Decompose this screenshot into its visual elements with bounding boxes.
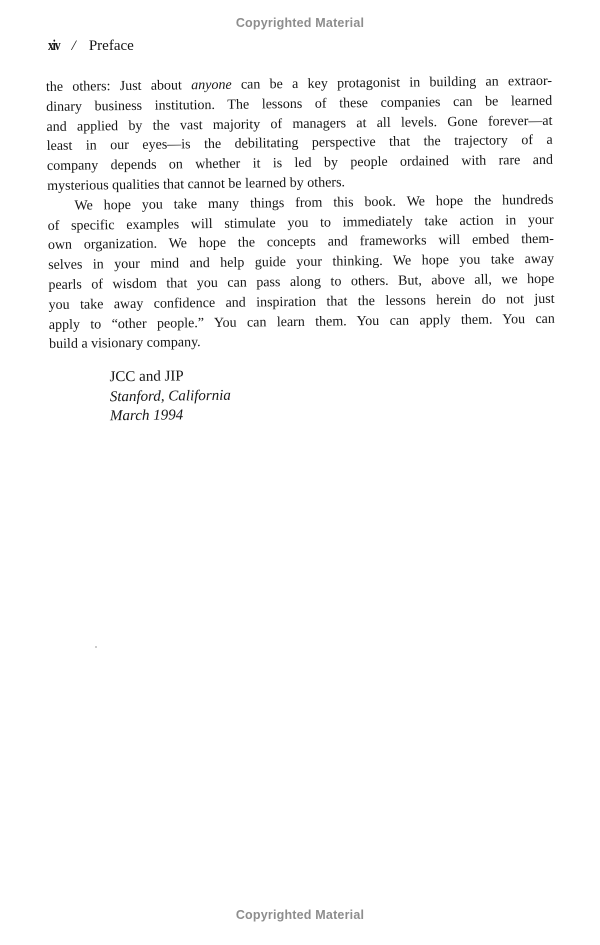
signature-date: March 1994 [109,407,184,425]
running-head-separator: / [71,38,76,54]
line-segment: the others: Just about [45,78,182,96]
body-line: selves in your mind and help guide your thinking. We hope you take away [48,251,555,274]
body-line: and applied by the vast majority of managers at all levels. Gone forever—at [46,113,553,135]
body-line: of specific examples will stimulate you to immediately take action in your [47,212,554,234]
signature-initials: JCC and JIP [109,368,184,386]
copyright-watermark-top: Copyrighted Material [235,16,365,30]
body-text-block [46,72,556,428]
signature-block [109,363,556,427]
body-line: build a visionary company. [49,335,201,353]
body-line: We hope you take many things from this book. We hope the hundreds [74,192,554,214]
page-folio-number: xiv [48,38,60,54]
scan-speck [95,646,97,648]
body-line: dinary business institution. The lessons of these companies can be learned [46,93,553,115]
running-head-title: Preface [88,38,134,54]
body-line: own organization. We hope the concepts and frameworks will embed them- [47,232,554,254]
body-line: mysterious qualities that cannot be learned by others. [47,175,346,194]
body-line: company depends on whether it is led by people ordained with rare and [46,153,553,175]
body-line: you take away confidence and inspiration that the lessons herein do not just [48,291,555,313]
running-head [48,38,134,55]
emphasis-word: anyone [191,77,232,94]
body-line: least in our eyes—is the debilitating perspective that the trajectory of a [46,133,553,155]
copyright-watermark-bottom: Copyrighted Material [235,908,365,922]
body-line: pearls of wisdom that you can pass along to others. But, above all, we hope [48,271,555,293]
signature-location: Stanford, California [109,387,231,406]
body-line: apply to “other people.” You can learn them. You can apply them. You can [48,311,555,333]
line-segment: can be a key protagonist in building an extraor- [240,73,553,93]
